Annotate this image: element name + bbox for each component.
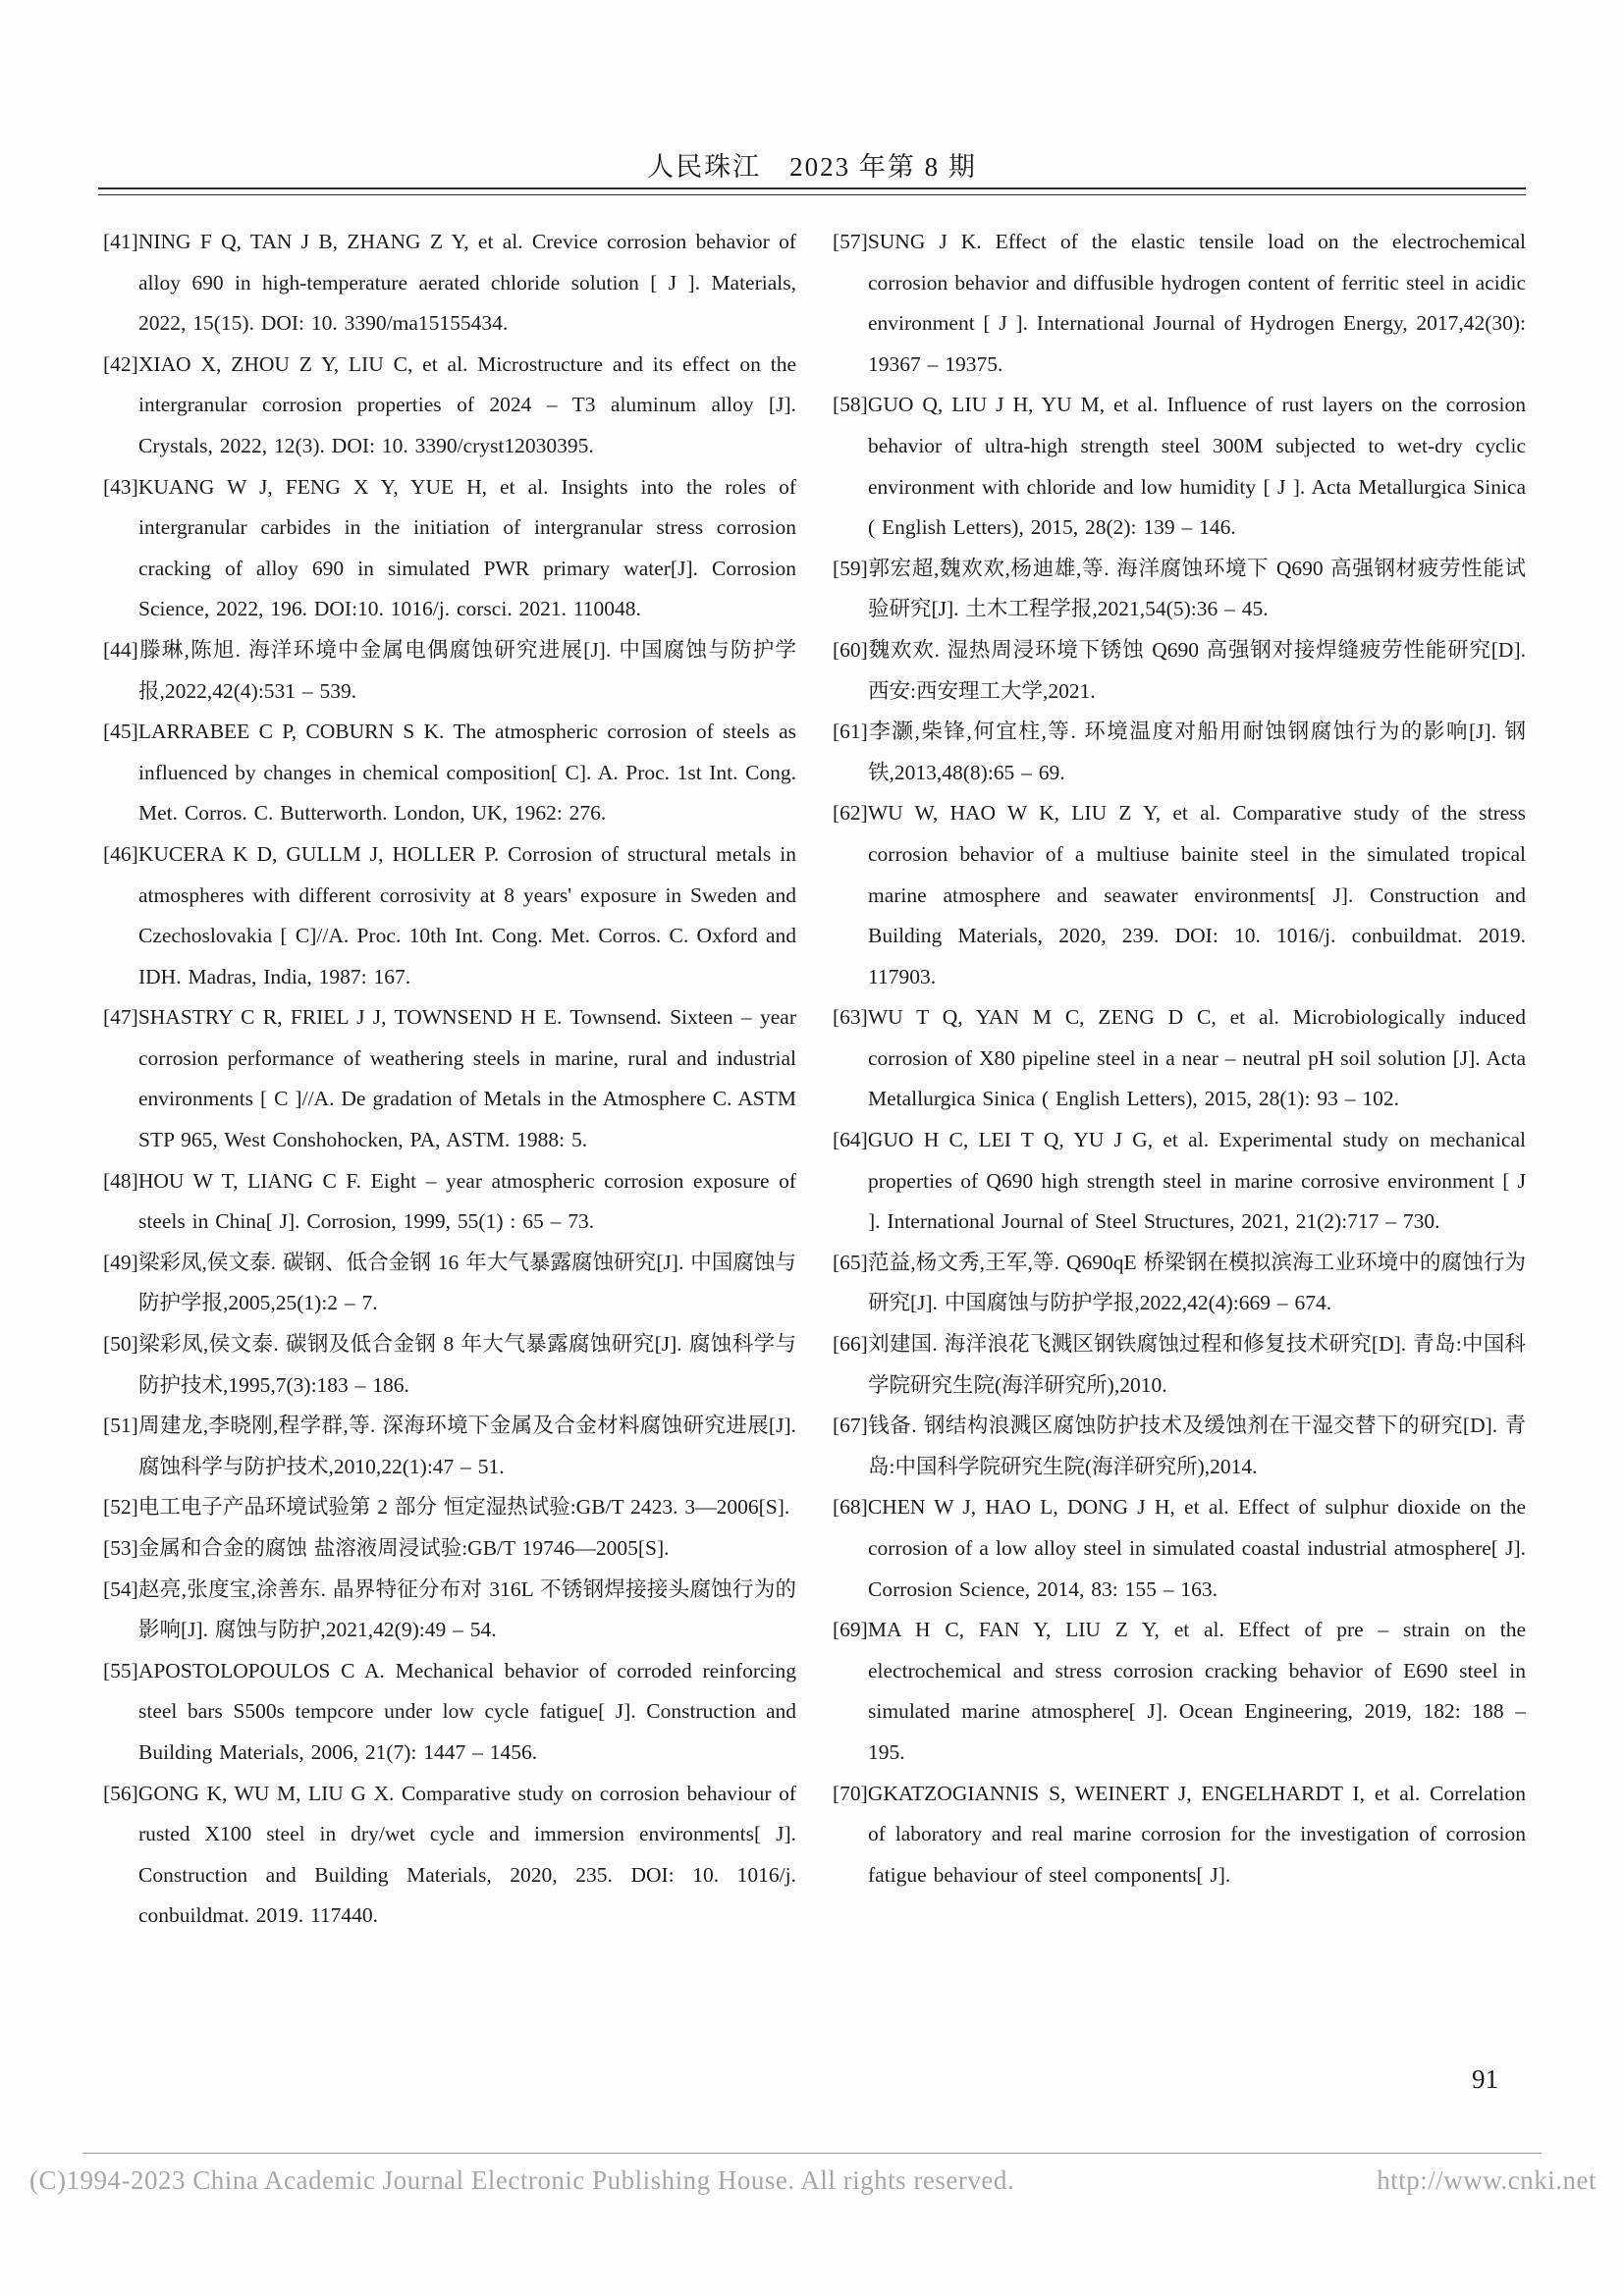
reference-text: MA H C, FAN Y, LIU Z Y, et al. Effect of pre – strain on the electrochemical and stress corrosion cracking behavior of E690 steel in simulated marine atmosphere[ J]. Ocean Engineering, 2019, 182: 188 – 195.	[867, 1618, 1526, 1764]
reference-text: 范益,杨文秀,王军,等. Q690qE 桥梁钢在模拟滨海工业环境中的腐蚀行为研究[J]. 中国腐蚀与防护学报,2022,42(4):669 – 674.	[867, 1250, 1526, 1315]
reference-item	[833, 1243, 1526, 1324]
reference-item	[833, 1324, 1526, 1406]
reference-item	[103, 1161, 796, 1243]
reference-text: LARRABEE C P, COBURN S K. The atmospheric corrosion of steels as influenced by changes in chemical composition[ C]. A. Proc. 1st Int. Cong. Met. Corros. C. Butterworth. London, UK, 1962: 276.	[137, 720, 796, 826]
reference-text: WU W, HAO W K, LIU Z Y, et al. Comparative study of the stress corrosion behavior of a multiuse bainite steel in the simulated tropical marine atmosphere and seawater environments[ J]. Construction and Building Materials, 2020, 239. DOI: 10. 1016/j. conbuildmat. 2019. 117903.	[867, 801, 1526, 988]
reference-number: [42]	[103, 351, 138, 376]
reference-text: CHEN W J, HAO L, DONG J H, et al. Effect of sulphur dioxide on the corrosion of a low alloy steel in simulated coastal industrial atmosphere[ J]. Corrosion Science, 2014, 83: 155 – 163.	[867, 1495, 1526, 1601]
reference-number: [47]	[103, 1005, 138, 1030]
reference-item	[833, 1610, 1526, 1773]
reference-number: [56]	[103, 1781, 138, 1805]
reference-text: GUO Q, LIU J H, YU M, et al. Influence of rust layers on the corrosion behavior of ultra-high strength steel 300M subjected to wet-dry cyclic environment with chloride and low humidity [ J ]. Acta Metallurgica Sinica ( English Letters), 2015, 28(2): 139 – 146.	[867, 393, 1526, 540]
reference-item	[103, 1243, 796, 1324]
page-number: 91	[1472, 2064, 1498, 2094]
reference-number: [66]	[833, 1332, 868, 1357]
reference-text: 梁彩凤,侯文泰. 碳钢、低合金钢 16 年大气暴露腐蚀研究[J]. 中国腐蚀与防护学报,2005,25(1):2 – 7.	[137, 1250, 796, 1315]
column-right	[833, 222, 1526, 1937]
reference-text: SUNG J K. Effect of the elastic tensile load on the electrochemical corrosion behavior and diffusible hydrogen content of ferritic steel in acidic environment [ J ]. International Journal of Hydrogen Energy, 2017,42(30): 19367 – 19375.	[867, 230, 1526, 376]
reference-text: NING F Q, TAN J B, ZHANG Z Y, et al. Crevice corrosion behavior of alloy 690 in high-temperature aerated chloride solution [ J ]. Materials, 2022, 15(15). DOI: 10. 3390/ma15155434.	[137, 230, 796, 336]
reference-item	[833, 1487, 1526, 1610]
reference-number: [70]	[833, 1781, 868, 1805]
reference-number: [50]	[103, 1332, 138, 1357]
reference-number: [67]	[833, 1414, 868, 1438]
reference-number: [64]	[833, 1128, 868, 1152]
reference-text: 魏欢欢. 湿热周浸环境下锈蚀 Q690 高强钢对接焊缝疲劳性能研究[D]. 西安:西安理工大学,2021.	[867, 637, 1526, 703]
reference-item	[103, 834, 796, 997]
reference-text: 周建龙,李晓刚,程学群,等. 深海环境下金属及合金材料腐蚀研究进展[J]. 腐蚀科学与防护技术,2010,22(1):47 – 51.	[137, 1414, 796, 1478]
reference-number: [69]	[833, 1618, 868, 1642]
reference-item	[103, 1487, 796, 1528]
reference-text: 钱备. 钢结构浪溅区腐蚀防护技术及缓蚀剂在干湿交替下的研究[D]. 青岛:中国科学院研究生院(海洋研究所),2014.	[867, 1414, 1526, 1478]
reference-item	[103, 712, 796, 834]
reference-text: XIAO X, ZHOU Z Y, LIU C, et al. Microstructure and its effect on the intergranular corrosion properties of 2024 – T3 aluminum alloy [J]. Crystals, 2022, 12(3). DOI: 10. 3390/cryst12030395.	[137, 351, 796, 457]
reference-item	[103, 222, 796, 345]
reference-list	[103, 222, 1525, 1937]
reference-text: 赵亮,张度宝,涂善东. 晶界特征分布对 316L 不锈钢焊接接头腐蚀行为的影响[J]. 腐蚀与防护,2021,42(9):49 – 54.	[137, 1576, 796, 1642]
reference-number: [45]	[103, 720, 138, 744]
reference-number: [57]	[833, 230, 868, 253]
reference-item	[103, 1651, 796, 1774]
reference-text: WU T Q, YAN M C, ZENG D C, et al. Microbiologically induced corrosion of X80 pipeline steel in a near – neutral pH soil solution [J]. Acta Metallurgica Sinica ( English Letters), 2015, 28(1): 93 – 102.	[867, 1005, 1526, 1111]
footer-url: http://www.cnki.net	[1377, 2165, 1597, 2195]
reference-item	[833, 712, 1526, 793]
reference-text: KUCERA K D, GULLM J, HOLLER P. Corrosion of structural metals in atmospheres with different corrosivity at 8 years' exposure in Sweden and Czechoslovakia [ C]//A. Proc. 10th Int. Cong. Met. Corros. C. Oxford and IDH. Madras, India, 1987: 167.	[137, 841, 796, 988]
reference-number: [48]	[103, 1168, 138, 1193]
reference-number: [62]	[833, 801, 868, 826]
reference-number: [68]	[833, 1495, 868, 1520]
reference-item	[833, 997, 1526, 1120]
reference-item	[103, 467, 796, 630]
reference-item	[103, 1570, 796, 1651]
reference-text: HOU W T, LIANG C F. Eight – year atmospheric corrosion exposure of steels in China[ J]. Corrosion, 1999, 55(1) : 65 – 73.	[137, 1168, 796, 1234]
reference-item	[103, 630, 796, 712]
reference-item	[833, 1774, 1526, 1896]
reference-text: SHASTRY C R, FRIEL J J, TOWNSEND H E. Townsend. Sixteen – year corrosion performance of weathering steels in marine, rural and industrial environments [ C ]//A. De gradation of Metals in the Atmosphere C. ASTM STP 965, West Conshohocken, PA, ASTM. 1988: 5.	[137, 1005, 796, 1152]
reference-text: 电工电子产品环境试验第 2 部分 恒定湿热试验:GB/T 2423. 3—2006[S].	[137, 1495, 790, 1520]
reference-text: 郭宏超,魏欢欢,杨迪雄,等. 海洋腐蚀环境下 Q690 高强钢材疲劳性能试验研究[J]. 土木工程学报,2021,54(5):36 – 45.	[867, 556, 1526, 621]
reference-number: [46]	[103, 841, 138, 866]
reference-text: KUANG W J, FENG X Y, YUE H, et al. Insights into the roles of intergranular carbides in the initiation of intergranular stress corrosion cracking of alloy 690 in simulated PWR primary water[J]. Corrosion Science, 2022, 196. DOI:10. 1016/j. corsci. 2021. 110048.	[137, 474, 796, 621]
reference-item	[833, 630, 1526, 712]
reference-item	[103, 1528, 796, 1570]
footer-copyright: (C)1994-2023 China Academic Journal Electronic Publishing House. All rights reserved.	[29, 2165, 1015, 2195]
reference-item	[833, 549, 1526, 630]
reference-text: GKATZOGIANNIS S, WEINERT J, ENGELHARDT I, et al. Correlation of laboratory and real marine corrosion for the investigation of corrosion fatigue behaviour of steel components[ J].	[867, 1781, 1526, 1887]
footer-divider	[82, 2153, 1542, 2154]
column-left	[103, 222, 796, 1937]
reference-number: [65]	[833, 1250, 868, 1274]
reference-text: APOSTOLOPOULOS C A. Mechanical behavior of corroded reinforcing steel bars S500s tempcore under low cycle fatigue[ J]. Construction and Building Materials, 2006, 21(7): 1447 – 1456.	[137, 1658, 796, 1764]
reference-text: GUO H C, LEI T Q, YU J G, et al. Experimental study on mechanical properties of Q690 high strength steel in marine corrosive environment [ J ]. International Journal of Steel Structures, 2021, 21(2):717 – 730.	[867, 1128, 1526, 1234]
reference-item	[103, 345, 796, 467]
reference-number: [58]	[833, 393, 868, 417]
header-divider	[98, 187, 1526, 195]
reference-item	[833, 222, 1526, 385]
reference-text: 滕琳,陈旭. 海洋环境中金属电偶腐蚀研究进展[J]. 中国腐蚀与防护学报,2022,42(4):531 – 539.	[137, 637, 796, 703]
reference-number: [63]	[833, 1005, 868, 1030]
page-title: 人民珠江 2023 年第 8 期	[647, 152, 977, 182]
reference-text: 金属和合金的腐蚀 盐溶液周浸试验:GB/T 19746—2005[S].	[137, 1536, 670, 1560]
reference-number: [61]	[833, 720, 868, 744]
reference-number: [49]	[103, 1250, 138, 1274]
reference-text: 梁彩凤,侯文泰. 碳钢及低合金钢 8 年大气暴露腐蚀研究[J]. 腐蚀科学与防护技术,1995,7(3):183 – 186.	[137, 1332, 796, 1397]
footer	[0, 2165, 1624, 2196]
reference-text: 李灏,柴锋,何宜柱,等. 环境温度对船用耐蚀钢腐蚀行为的影响[J]. 钢铁,2013,48(8):65 – 69.	[867, 720, 1526, 784]
reference-number: [51]	[103, 1414, 138, 1438]
reference-number: [43]	[103, 474, 138, 499]
reference-item	[103, 1324, 796, 1406]
reference-item	[103, 1406, 796, 1487]
reference-number: [59]	[833, 556, 868, 580]
reference-item	[103, 997, 796, 1160]
reference-item	[833, 1406, 1526, 1487]
reference-number: [60]	[833, 637, 868, 662]
reference-item	[833, 793, 1526, 997]
reference-number: [55]	[103, 1658, 138, 1682]
reference-number: [53]	[103, 1536, 138, 1560]
reference-text: GONG K, WU M, LIU G X. Comparative study on corrosion behaviour of rusted X100 steel in dry/wet cycle and immersion environments[ J]. Construction and Building Materials, 2020, 235. DOI: 10. 1016/j. conbuildmat. 2019. 117440.	[137, 1781, 796, 1928]
reference-number: [41]	[103, 230, 138, 253]
reference-text: 刘建国. 海洋浪花飞溅区钢铁腐蚀过程和修复技术研究[D]. 青岛:中国科学院研究生院(海洋研究所),2010.	[867, 1332, 1526, 1397]
reference-number: [52]	[103, 1495, 138, 1520]
reference-item	[833, 1120, 1526, 1243]
reference-number: [44]	[103, 637, 138, 662]
reference-item	[833, 385, 1526, 548]
reference-item	[103, 1774, 796, 1937]
reference-number: [54]	[103, 1576, 138, 1601]
